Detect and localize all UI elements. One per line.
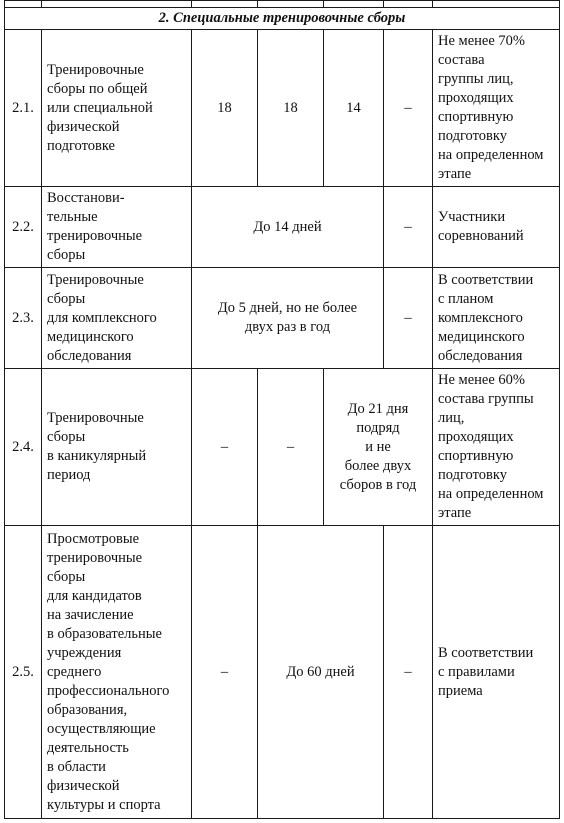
merged-value-cell: До 5 дней, но не более двух раз в год xyxy=(192,268,384,369)
cell xyxy=(324,1,384,8)
row-name: Просмотровые тренировочные сборы для кандидатов на зачисление в образовательные учреждения среднего профессионального образования, осуществляющие деятельность в области физической культуры и спорта xyxy=(42,526,192,819)
row-name: Восстанови- тельные тренировочные сборы xyxy=(42,187,192,268)
table-row xyxy=(5,526,560,819)
value-cell: – xyxy=(192,526,258,819)
top-strip-row xyxy=(5,1,560,8)
row-note: Участники соревнований xyxy=(433,187,560,268)
training-camps-table xyxy=(4,0,560,819)
row-number: 2.4. xyxy=(5,369,42,526)
value-cell: – xyxy=(384,268,433,369)
value-cell: – xyxy=(384,30,433,187)
value-cell: – xyxy=(384,187,433,268)
value-cell: – xyxy=(384,526,433,819)
row-note: Не менее 60% состава группы лиц, проходящих спортивную подготовку на определенном этапе xyxy=(433,369,560,526)
section-header-row xyxy=(5,8,560,30)
table-row xyxy=(5,268,560,369)
cell xyxy=(42,1,192,8)
value-cell: – xyxy=(258,369,324,526)
row-number: 2.3. xyxy=(5,268,42,369)
value-cell: 18 xyxy=(258,30,324,187)
value-cell: 18 xyxy=(192,30,258,187)
row-note: Не менее 70% состава группы лиц, проходящих спортивную подготовку на определенном этапе xyxy=(433,30,560,187)
cell xyxy=(192,1,258,8)
row-note: В соответствии с планом комплексного медицинского обследования xyxy=(433,268,560,369)
value-cell: 14 xyxy=(324,30,384,187)
row-number: 2.1. xyxy=(5,30,42,187)
row-name: Тренировочные сборы в каникулярный период xyxy=(42,369,192,526)
value-cell: – xyxy=(192,369,258,526)
table-row xyxy=(5,30,560,187)
section-title: 2. Специальные тренировочные сборы xyxy=(5,8,560,30)
row-name: Тренировочные сборы для комплексного медицинского обследования xyxy=(42,268,192,369)
row-number: 2.2. xyxy=(5,187,42,268)
row-name: Тренировочные сборы по общей или специальной физической подготовке xyxy=(42,30,192,187)
cell xyxy=(5,1,42,8)
cell xyxy=(258,1,324,8)
table-row xyxy=(5,187,560,268)
row-number: 2.5. xyxy=(5,526,42,819)
merged-value-cell: До 14 дней xyxy=(192,187,384,268)
merged-value-cell: До 60 дней xyxy=(258,526,384,819)
table-row xyxy=(5,369,560,526)
cell xyxy=(433,1,560,8)
merged-value-cell: До 21 дня подряд и не более двух сборов в год xyxy=(324,369,433,526)
cell xyxy=(384,1,433,8)
row-note: В соответствии с правилами приема xyxy=(433,526,560,819)
